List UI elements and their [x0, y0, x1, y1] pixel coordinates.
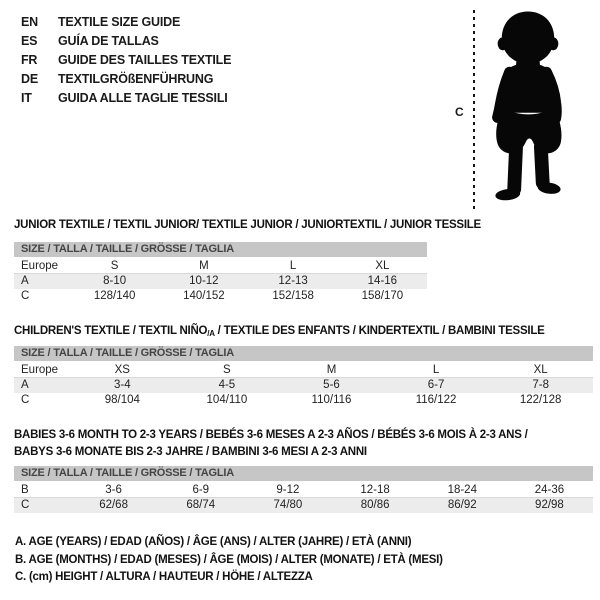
row-label: C: [21, 290, 30, 302]
lang-title: TEXTILE SIZE GUIDE: [58, 14, 181, 29]
children-title-sub: /A: [207, 329, 215, 338]
table-cell: 6-7: [427, 379, 445, 391]
lang-code: ES: [21, 33, 38, 48]
table-row: [14, 274, 427, 289]
table-cell: 74/80: [273, 499, 303, 511]
row-label: C: [21, 394, 30, 406]
table-cell: XS: [114, 364, 130, 376]
lang-row-it: [21, 88, 231, 107]
table-cell: 7-8: [532, 379, 549, 391]
lang-row-de: [21, 69, 231, 88]
table-cell: 92/98: [535, 499, 564, 511]
babies-title-line1: BABIES 3-6 MONTH TO 2-3 YEARS / BEBÉS 3-6 MESES A 2-3 AÑOS / BÉBÉS 3-6 MOIS À 2-3 ANS /: [14, 429, 528, 441]
height-measure-dashed-line: [473, 10, 475, 212]
table-row: [14, 393, 593, 408]
table-cell: 3-6: [105, 484, 122, 496]
lang-code: IT: [21, 90, 32, 105]
table-cell: 98/104: [104, 394, 140, 406]
table-cell: 3-4: [113, 379, 131, 391]
junior-section-title: JUNIOR TEXTILE / TEXTIL JUNIOR/ TEXTILE JUNIOR / JUNIORTEXTIL / JUNIOR TESSILE: [14, 219, 481, 231]
table-cell: 9-12: [276, 484, 300, 496]
table-cell: 4-5: [218, 379, 236, 391]
table-cell: M: [199, 260, 209, 272]
table-cell: 152/158: [272, 290, 314, 302]
lang-title: GUIDA ALLE TAGLIE TESSILI: [58, 90, 228, 105]
table-cell: 80/86: [360, 499, 390, 511]
table-cell: 24-36: [534, 484, 565, 496]
children-size-table: [14, 346, 593, 408]
row-label: C: [21, 499, 30, 511]
table-cell: 116/122: [415, 394, 457, 406]
table-cell: 86/92: [447, 499, 477, 511]
table-cell: XL: [533, 364, 548, 376]
junior-size-table: [14, 242, 427, 304]
table-cell: 6-9: [192, 484, 210, 496]
table-row: [14, 363, 593, 378]
row-label: A: [21, 275, 29, 287]
lang-row-es: [21, 31, 231, 50]
table-cell: 12-18: [360, 484, 390, 496]
baby-silhouette-image: [482, 8, 574, 212]
row-label: Europe: [21, 364, 59, 376]
row-label: B: [21, 484, 29, 496]
note-age-months: B. AGE (MONTHS) / EDAD (MESES) / ÂGE (MOIS) / ALTER (MONATE) / ETÀ (MESI): [15, 553, 443, 566]
table-cell: 14-16: [367, 275, 398, 287]
table-cell: XL: [375, 260, 390, 272]
babies-section-title: [14, 427, 528, 461]
table-cell: 140/152: [183, 290, 225, 302]
table-cell: 5-6: [323, 379, 340, 391]
children-title-post: / TEXTILE DES ENFANTS / KINDERTEXTIL / BAMBINI TESSILE: [214, 325, 545, 337]
table-cell: 62/68: [99, 499, 128, 511]
table-cell: 110/116: [311, 394, 352, 406]
table-cell: L: [432, 364, 440, 376]
babies-size-table: [14, 466, 593, 513]
table-cell: 122/128: [519, 394, 562, 406]
table-cell: M: [326, 364, 337, 376]
table-row: [14, 378, 593, 393]
table-row: [14, 483, 593, 498]
size-header-bar: SIZE / TALLA / TAILLE / GRÖSSE / TAGLIA: [14, 242, 427, 257]
table-row: [14, 259, 427, 274]
note-age-years: A. AGE (YEARS) / EDAD (AÑOS) / ÂGE (ANS) / ALTER (JAHRE) / ETÀ (ANNI): [15, 536, 412, 548]
table-row: [14, 498, 593, 513]
table-cell: 10-12: [189, 275, 219, 287]
lang-title: TEXTILGRÖßENFÜHRUNG: [58, 71, 214, 86]
table-cell: 18-24: [447, 484, 477, 496]
table-cell: 158/170: [361, 290, 404, 302]
children-section-title: [14, 323, 545, 342]
table-cell: 12-13: [278, 275, 308, 287]
table-cell: 128/140: [93, 290, 136, 302]
lang-title: GUIDE DES TAILLES TEXTILE: [58, 52, 232, 67]
size-header-bar: SIZE / TALLA / TAILLE / GRÖSSE / TAGLIA: [14, 346, 593, 361]
table-cell: 68/74: [186, 499, 216, 511]
table-cell: 8-10: [103, 275, 127, 287]
height-measure-label: C: [455, 105, 464, 119]
lang-row-en: [21, 12, 231, 31]
table-cell: S: [110, 260, 119, 272]
note-height-cm: C. (cm) HEIGHT / ALTURA / HAUTEUR / HÖHE / ALTEZZA: [15, 571, 313, 583]
table-row: [14, 289, 427, 304]
lang-title: GUÍA DE TALLAS: [58, 33, 159, 48]
table-cell: L: [289, 260, 297, 272]
size-header-bar: SIZE / TALLA / TAILLE / GRÖSSE / TAGLIA: [14, 466, 593, 481]
table-cell: 104/110: [206, 394, 248, 406]
children-title-pre: CHILDREN'S TEXTILE / TEXTIL NIÑO: [14, 325, 208, 337]
row-label: Europe: [21, 260, 59, 272]
lang-row-fr: [21, 50, 231, 69]
lang-code: EN: [21, 14, 38, 29]
legend-notes: [15, 534, 443, 587]
lang-code: FR: [21, 52, 38, 67]
row-label: A: [21, 379, 29, 391]
table-cell: S: [223, 364, 231, 376]
babies-title-line2: BABYS 3-6 MONATE BIS 2-3 JAHRE / BAMBINI 3-6 MESI A 2-3 ANNI: [14, 446, 367, 458]
language-title-list: [21, 12, 231, 107]
lang-code: DE: [21, 71, 38, 86]
